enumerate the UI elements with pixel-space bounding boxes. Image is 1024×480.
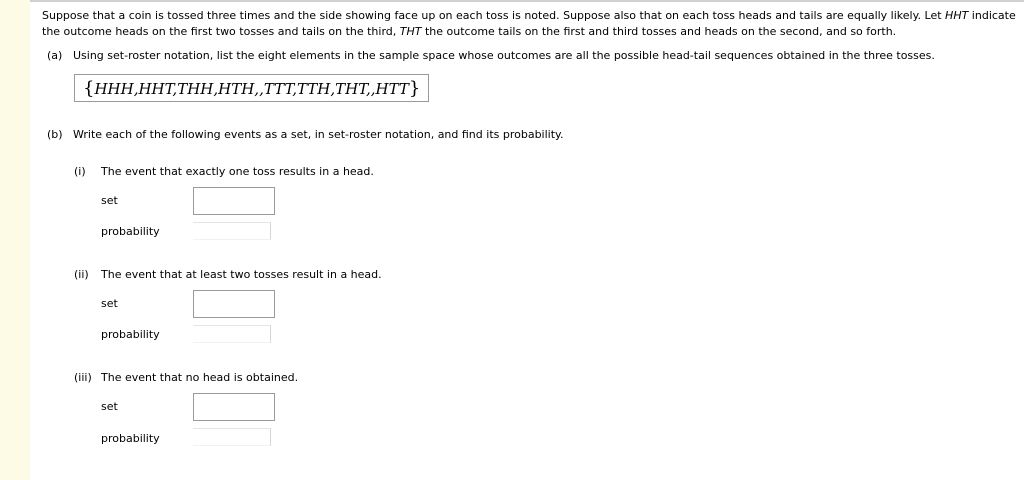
event-iii-probability-label: probability [101,432,160,445]
event-ii-label: (ii) [74,268,89,281]
sample-space-answer-field[interactable] [74,74,429,102]
event-i-question [74,165,374,178]
part-a-text: Using set-roster notation, list the eight elements in the sample space whose outcomes are all the possible head-tail sequences obtained in the three tosses. [73,49,935,62]
event-i-probability-input[interactable] [193,222,271,240]
hht-term: HHT [945,9,969,22]
event-ii-text: The event that at least two tosses result in a head. [101,268,382,281]
event-iii-label: (iii) [74,371,92,384]
intro-text-3: the outcome tails on the first and third tosses and heads on the second, and so forth. [421,25,897,38]
event-i-probability-label: probability [101,225,160,238]
part-b-label: (b) [47,128,63,141]
event-iii-text: The event that no head is obtained. [101,371,299,384]
part-b-question [47,128,563,141]
problem-statement [42,8,1017,40]
part-a-label: (a) [47,49,63,62]
event-ii-question [74,268,382,281]
intro-text-2: indicate the outcome heads on the first two tosses and tails on the third, [42,9,1016,38]
event-ii-probability-input[interactable] [193,325,271,343]
event-i-set-label: set [101,194,118,207]
event-iii-set-label: set [101,400,118,413]
sample-space-answer-text: HHH,HHT,THH,HTH,,TTT,TTH,THT,,HTT [94,80,409,98]
part-a-question [47,49,935,62]
part-b-text: Write each of the following events as a set, in set-roster notation, and find its probability. [73,128,564,141]
top-border [0,0,1024,2]
open-brace: { [83,78,95,99]
event-iii-question [74,371,298,384]
event-iii-probability-input[interactable] [193,428,271,446]
tht-term: THT [399,25,422,38]
left-margin-strip [0,0,30,480]
intro-paragraph [42,8,1017,40]
event-ii-set-label: set [101,297,118,310]
close-brace: } [408,78,421,99]
event-i-text: The event that exactly one toss results in a head. [101,165,374,178]
intro-text-1: Suppose that a coin is tossed three times and the side showing face up on each toss is noted. Suppose also that on each toss heads and tails are equally likely. Let [42,9,946,22]
event-i-label: (i) [74,165,86,178]
event-ii-set-input[interactable] [193,290,275,318]
event-ii-probability-label: probability [101,328,160,341]
event-iii-set-input[interactable] [193,393,275,421]
event-i-set-input[interactable] [193,187,275,215]
